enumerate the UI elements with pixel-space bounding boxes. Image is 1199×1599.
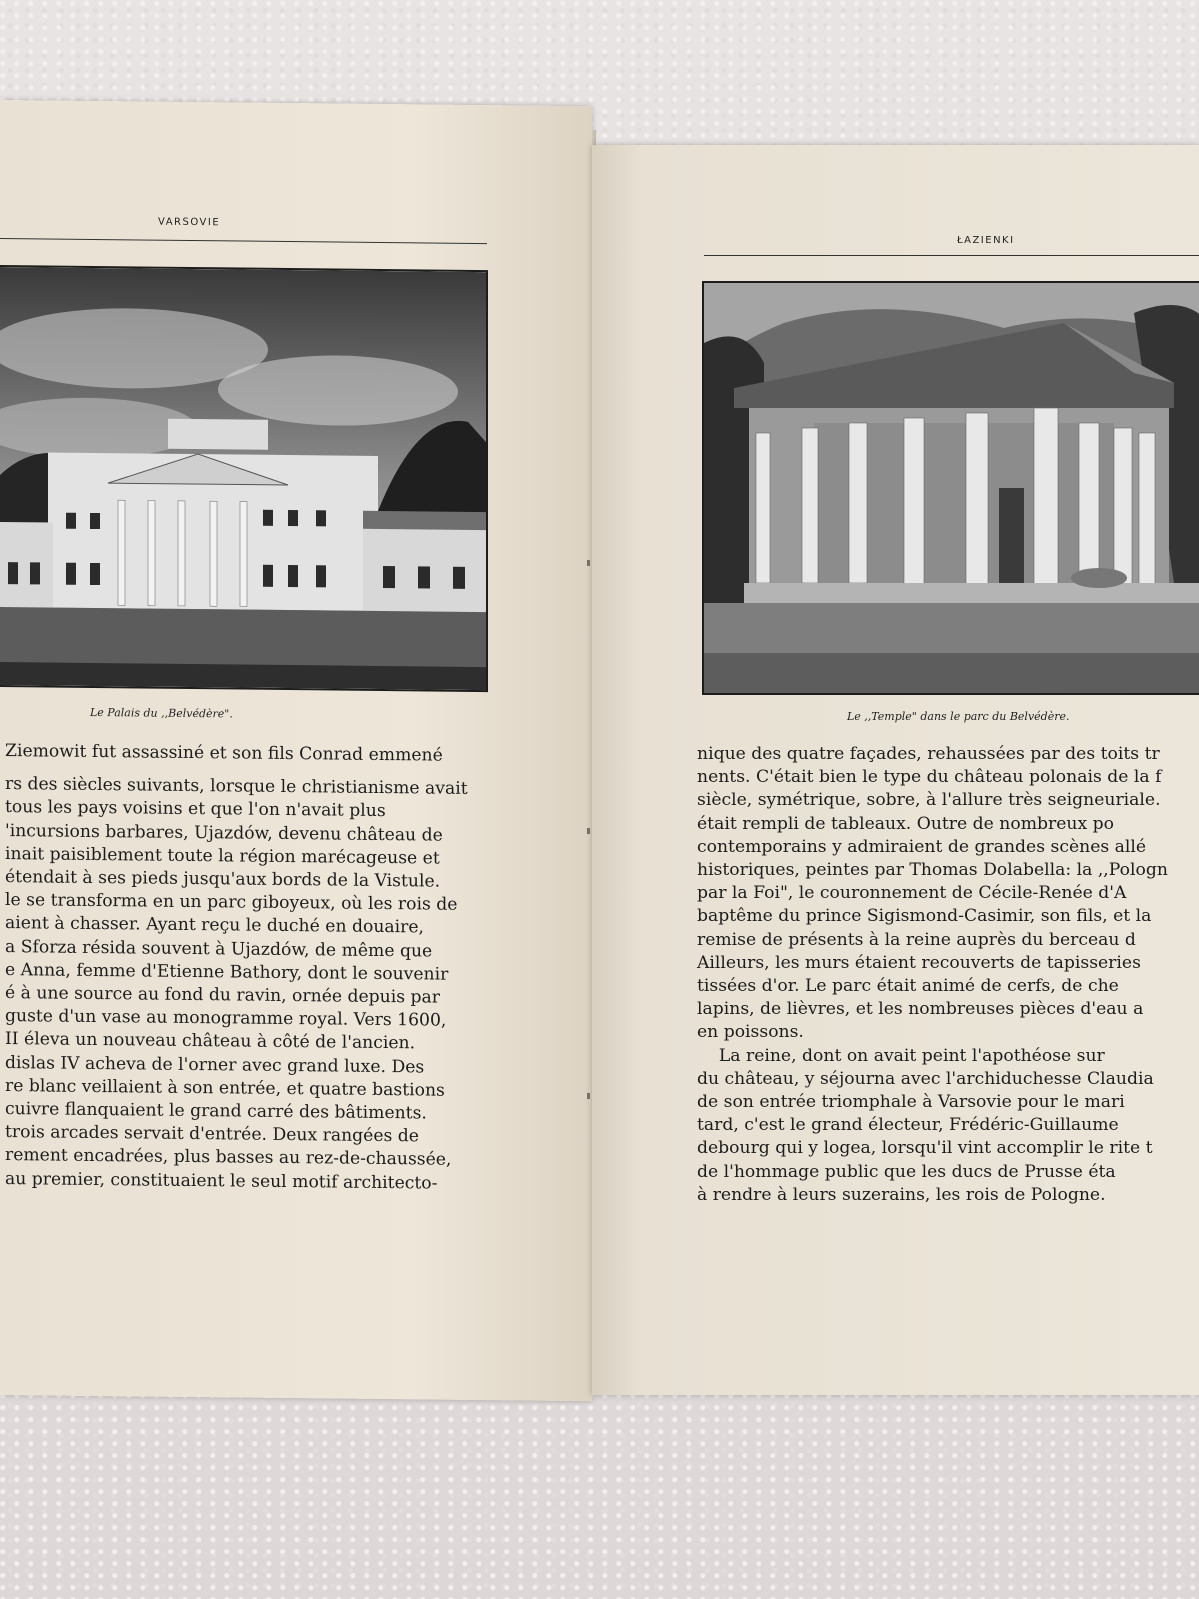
- left-header-rule: [0, 238, 487, 244]
- text-line: tous les pays voisins et que l'on n'avait plus: [5, 797, 386, 822]
- text-line: debourg qui y logea, lorsqu'il vint accomplir le rite t: [697, 1138, 1153, 1159]
- text-line: rement encadrées, plus basses au rez-de-chaussée,: [5, 1145, 452, 1171]
- text-line: II éleva un nouveau château à côté de l'ancien.: [5, 1029, 416, 1054]
- right-photo-caption: Le ,,Temple" dans le parc du Belvédère.: [847, 710, 1070, 723]
- text-line: de son entrée triomphale à Varsovie pour le mari: [697, 1092, 1125, 1113]
- text-line: dislas IV acheva de l'orner avec grand luxe. Des: [5, 1052, 425, 1078]
- text-line: de l'hommage public que les ducs de Prusse éta: [697, 1161, 1116, 1182]
- text-line: remise de présents à la reine auprès du berceau d: [697, 929, 1136, 950]
- text-line: nents. C'était bien le type du château polonais de la f: [697, 767, 1162, 788]
- text-line: a Sforza résida souvent à Ujazdów, de même que: [5, 936, 433, 962]
- belvedere-palace-photo: [0, 265, 488, 692]
- left-running-head: VARSOVIE: [158, 216, 221, 229]
- text-line: Ailleurs, les murs étaient recouverts de tapisseries: [697, 952, 1141, 973]
- text-line: 'incursions barbares, Ujazdów, devenu château de: [5, 820, 443, 846]
- text-line: inait paisiblement toute la région marécageuse et: [5, 843, 440, 869]
- text-line: é à une source au fond du ravin, ornée depuis par: [5, 983, 440, 1008]
- temple-photo: [702, 281, 1199, 695]
- text-line: par la Foi", le couronnement de Cécile-Renée d'A: [697, 883, 1127, 904]
- text-line: cuivre flanquaient le grand carré des bâtiments.: [5, 1099, 427, 1124]
- text-line: baptême du prince Sigismond-Casimir, son fils, et la: [697, 906, 1152, 927]
- text-line: tard, c'est le grand électeur, Frédéric-Guillaume: [697, 1115, 1119, 1136]
- text-line: en poissons.: [697, 1022, 804, 1043]
- binding-stitch: [587, 828, 590, 834]
- text-line: au premier, constituaient le seul motif architecto-: [5, 1168, 438, 1194]
- right-body-text: [697, 743, 1168, 1207]
- text-line: du château, y séjourna avec l'archiduchesse Claudia: [697, 1068, 1154, 1089]
- text-line: aient à chasser. Ayant reçu le duché en douaire,: [5, 913, 424, 938]
- right-page: [592, 145, 1199, 1395]
- text-line: nique des quatre façades, rehaussées par des toits tr: [697, 744, 1160, 764]
- text-line: tissées d'or. Le parc était animé de cerfs, de che: [697, 976, 1119, 997]
- text-line: Ziemowit fut assassiné et son fils Conrad emmené: [5, 741, 443, 766]
- text-line: re blanc veillaient à son entrée, et quatre bastions: [5, 1075, 445, 1101]
- text-line: e Anna, femme d'Etienne Bathory, dont le souvenir: [5, 959, 449, 985]
- text-line: étendait à ses pieds jusqu'aux bords de la Vistule.: [5, 867, 441, 892]
- left-photo-caption: Le Palais du ,,Belvédère".: [90, 705, 233, 721]
- text-line: le se transforma en un parc giboyeux, où les rois de: [5, 890, 458, 916]
- text-line: rs des siècles suivants, lorsque le christianisme avait: [5, 774, 468, 800]
- text-line: siècle, symétrique, sobre, à l'allure très seigneuriale.: [697, 790, 1161, 811]
- text-line: contemporains y admiraient de grandes scènes allé: [697, 836, 1147, 857]
- text-line: lapins, de lièvres, et les nombreuses pièces d'eau a: [697, 999, 1144, 1020]
- text-line: guste d'un vase au monogramme royal. Vers 1600,: [5, 1006, 447, 1031]
- text-line: La reine, dont on avait peint l'apothéose sur: [697, 1045, 1105, 1066]
- left-body-text: [5, 740, 468, 1196]
- right-running-head: ŁAZIENKI: [957, 235, 1015, 246]
- text-line: historiques, peintes par Thomas Dolabella: la ,,Pologn: [697, 860, 1168, 881]
- left-page: [0, 100, 592, 1401]
- right-header-rule: [704, 255, 1199, 256]
- text-line: était rempli de tableaux. Outre de nombreux po: [697, 813, 1114, 834]
- text-line: trois arcades servait d'entrée. Deux rangées de: [5, 1122, 419, 1147]
- binding-stitch: [587, 560, 590, 566]
- binding-stitch: [587, 1093, 590, 1099]
- text-line: à rendre à leurs suzerains, les rois de Pologne.: [697, 1184, 1106, 1205]
